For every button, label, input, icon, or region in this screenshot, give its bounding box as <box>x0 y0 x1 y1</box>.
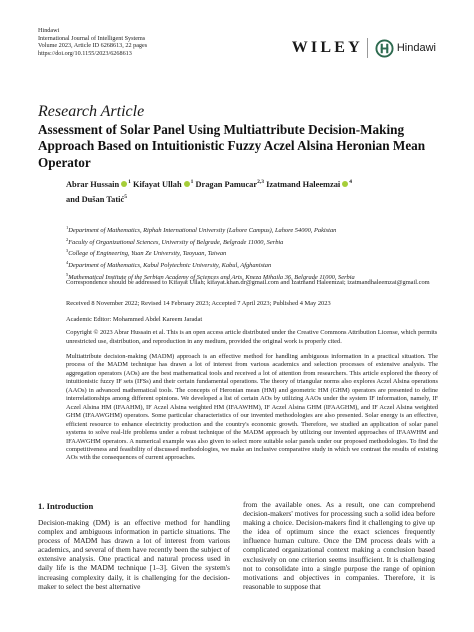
affiliation-mark: 2 <box>66 236 69 242</box>
introduction-left-column: Decision-making (DM) is an effective method for handling complex and ambiguous information in particle situations. The process of MADM has drawn a lot of interest from various academics, and several of them have recently been the subject of extensive analysis. One practical and natural process used in daily life is the MADM technique [1–3]. Given the system's increasing complexity daily, it is challenging for the decision-maker to select the best alternative <box>38 518 230 591</box>
paper-title: Assessment of Solar Panel Using Multiattribute Decision-Making Approach Based on Intuitionistic Fuzzy Aczel Alsina Heronian Mean Operator <box>38 122 426 170</box>
section-heading-introduction: 1. Introduction <box>38 501 94 511</box>
journal-volume: Volume 2023, Article ID 6268613, 22 pages <box>38 42 148 50</box>
journal-info <box>38 27 147 57</box>
journal-publisher-line: Hindawi <box>38 27 60 34</box>
affiliation-text: Faculty of Organizational Sciences, University of Belgrade, Belgrade 11000, Serbia <box>68 238 284 246</box>
journal-doi-link[interactable]: https://doi.org/10.1155/2023/6268613 <box>38 49 132 57</box>
wiley-logo: WILEY <box>291 39 363 56</box>
article-type: Research Article <box>38 103 145 120</box>
affiliation-item <box>66 259 438 271</box>
affiliation-mark: 4 <box>66 259 69 265</box>
affiliation-text: College of Engineering, Yuan Ze University, Taoyuan, Taiwan <box>68 250 227 258</box>
introduction-right-column: from the available ones. As a result, one can comprehend decision-makers' motives for processing such a solid idea before making a choice. Decision-makers find it challenging to give up the idea of optimum since the exact sciences frequently influence human culture. Once the DM process deals with a complicated organizational context making a conclusion based exclusively on one criterion seems insufficient. It is challenging not to consolidate into a single purpose the range of opinion motivations and objectives in companies. Therefore, it is reasonable to suppose that <box>243 500 435 591</box>
logo-divider <box>367 38 368 58</box>
hindawi-logo <box>375 39 436 58</box>
orcid-icon[interactable] <box>342 181 348 187</box>
author-name: Abrar Hussain <box>66 179 120 189</box>
copyright-notice: Copyright © 2023 Abrar Hussain et al. This is an open access article distributed under the Creative Commons Attribution License, which permits unrestricted use, distribution, and reproduction in any medium, provided the original work is properly cited. <box>66 329 438 345</box>
author-affiliation-mark: 5 <box>124 194 127 201</box>
publisher-logos <box>292 38 436 58</box>
author-affiliation-mark: 1 <box>190 179 194 185</box>
affiliations <box>66 224 438 282</box>
orcid-icon[interactable] <box>184 181 190 187</box>
affiliation-text: Mathematical Institute of the Serbian Academy of Sciences and Arts, Kneza Mihaila 36, Belgrade 11000, Serbia <box>68 273 355 281</box>
affiliation-item <box>66 247 438 259</box>
affiliation-mark: 3 <box>66 248 69 254</box>
author-name: Dragan Pamucar <box>195 179 258 189</box>
author-affiliation-mark: 1 <box>128 179 131 185</box>
orcid-icon[interactable] <box>121 181 127 187</box>
author-name: and Dušan Tatić <box>66 195 125 205</box>
hindawi-mark-icon <box>375 39 394 58</box>
academic-editor: Academic Editor: Mohammed Abdel Kareem Jaradat <box>66 316 203 323</box>
author-affiliation-mark: 4 <box>349 179 353 185</box>
author-list <box>66 176 446 207</box>
author-name: Kifayat Ullah <box>132 179 182 189</box>
author-name: Izatmand Haleemzai <box>266 179 341 189</box>
affiliation-item <box>66 236 438 248</box>
affiliation-text: Department of Mathematics, Riphah International University (Lahore Campus), Lahore 54000, Pakistan <box>68 227 337 235</box>
author-affiliation-mark: 2,3 <box>257 179 264 185</box>
publication-dates: Received 8 November 2022; Revised 14 February 2023; Accepted 7 April 2023; Published 4 May 2023 <box>66 300 331 307</box>
affiliation-item <box>66 224 438 236</box>
affiliation-mark: 1 <box>66 225 69 230</box>
abstract: Multiattribute decision-making (MADM) approach is an effective method for handling ambiguous information in a practical situation. The process of the MADM technique has drawn a lot of interest from various academics and selection processes of extensive analysis. The aggregation operators (AOs) are the best mathematical tools and received a lot of attention from researchers. This article explored the theory of intuitionistic fuzzy IF sets (IFSs) and their certain fundamental operations. The theory of triangular norms also explores Aczel Alsina operations (AAOs) in advanced mathematical tools. The concepts of Heronian mean (HM) and geometric HM (GHM) operators are presented to define interrelationships among different opinions. We developed a list of certain AOs by utilizing AAOs under the system IF information, namely, IF Aczel Alsina HM (IFAAHM), IF Aczel Alsina weighted HM (IFAAWHM), IF Aczel Alsina GHM (IFAAGHM), and IF Aczel Alsina weighted GHM (IFAAWGHM) operators. Some particular characteristics of our invented methodologies are also presented. Solar energy is an effective, efficient resource to enhance electricity production and the country's economic growth. Therefore, we studied an application of solar panel systems to solve real-life problems under a robust technique of the MADM approach by utilizing our invented approaches of IFAAWHM and IFAAWGHM operators. A numerical example was also given to select more suitable solar panels under our proposed methodologies. To find the competitiveness and feasibility of discussed methodologies, we make an inclusive comparative study in which we contrast the results of existing AOs with the consequences of current approaches. <box>66 353 438 462</box>
affiliation-mark: 5 <box>66 271 69 277</box>
correspondence: Correspondence should be addressed to Kifayat Ullah; kifayat.khan.dr@gmail.com and Izatmand Haleemzai; izatmandhaleemzai@gmail.com <box>66 279 430 286</box>
journal-name: International Journal of Intelligent Systems <box>38 34 146 42</box>
hindawi-wordmark: Hindawi <box>396 42 436 54</box>
affiliation-text: Department of Mathematics, Kabul Polytechnic University, Kabul, Afghanistan <box>68 262 272 269</box>
